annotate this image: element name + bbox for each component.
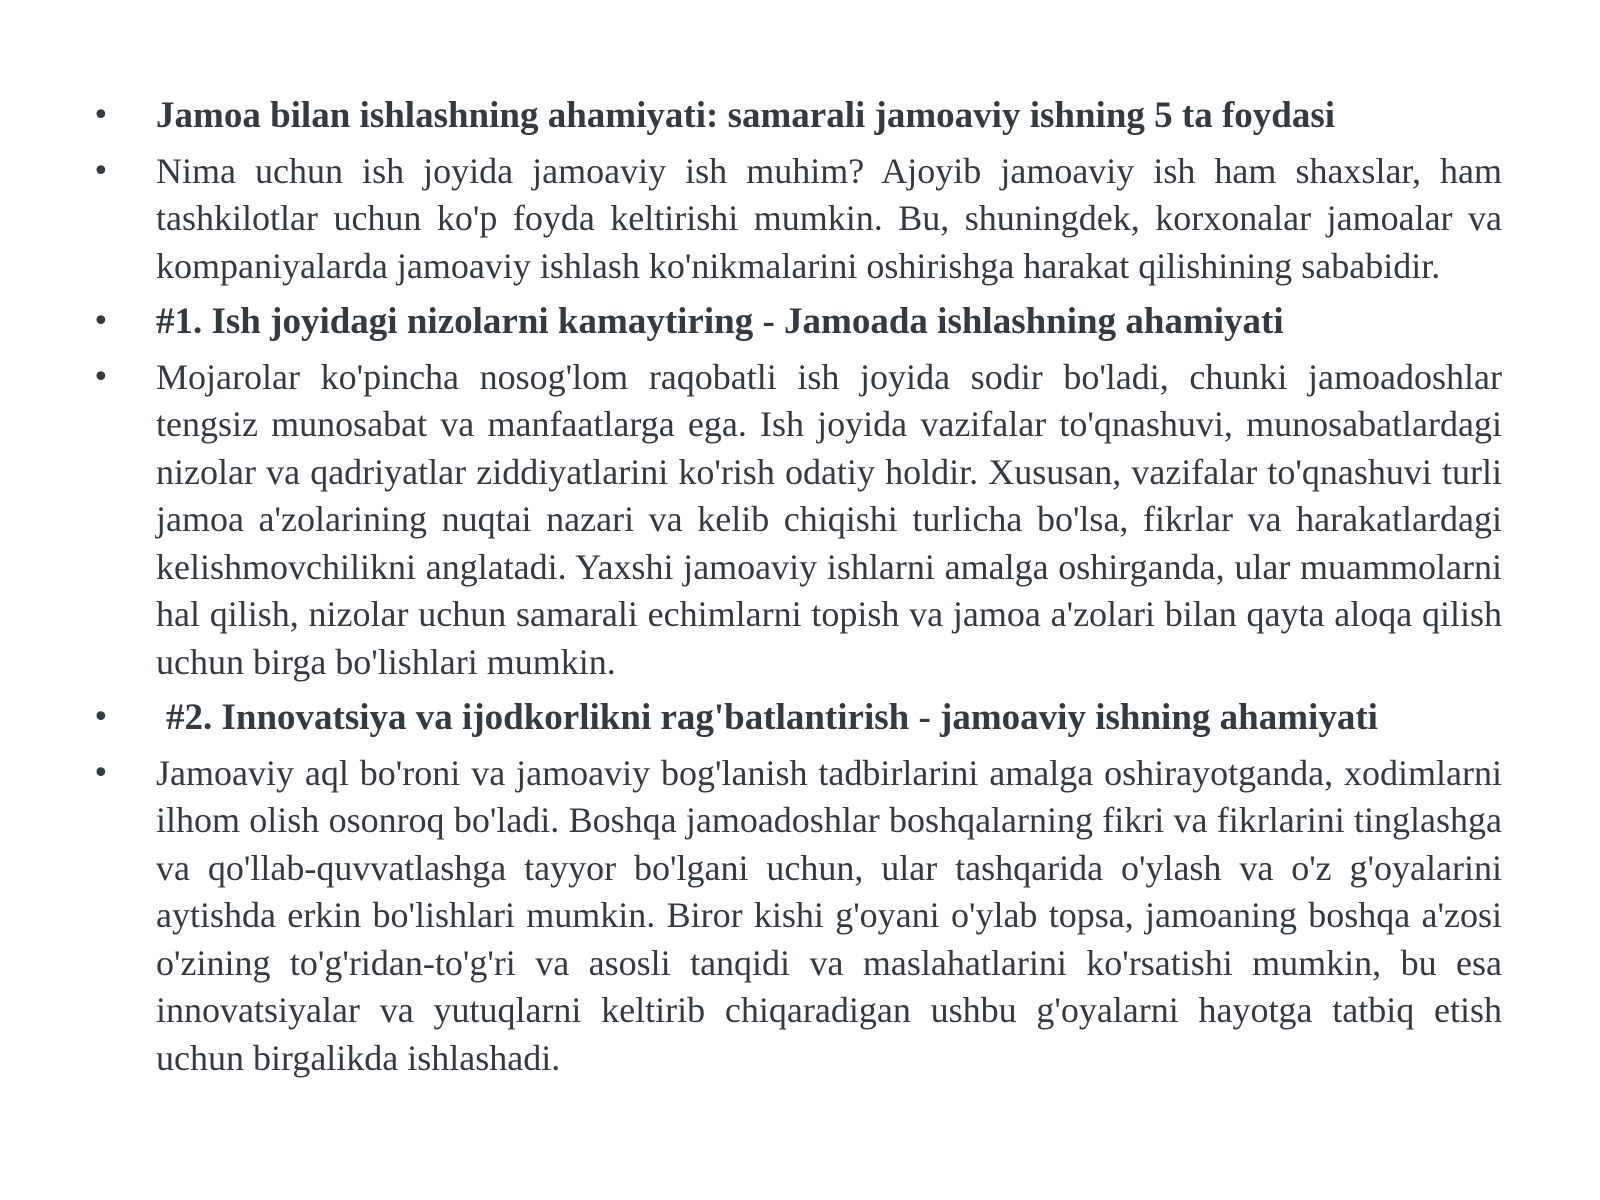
paragraph-text: Nima uchun ish joyida jamoaviy ish muhim? Ajoyib jamoaviy ish ham shaxslar, ham tashkilotlar uchun ko'p foyda keltirishi mumkin. Bu, shuningdek, korxonalar jamoalar va kompaniyalarda jamoaviy ishlash ko'nikmalarini oshirishga harakat qilishining sababidir. — [156, 150, 1502, 286]
heading-text: #2. Innovatsiya va ijodkorlikni rag'batlantirish - jamoaviy ishning ahamiyati — [166, 697, 1378, 738]
bullet-item-heading-3 — [92, 694, 1502, 742]
bullet-dot-icon: • — [92, 98, 110, 133]
bullet-item-heading-2 — [92, 298, 1502, 346]
bullet-item-paragraph-2 — [92, 354, 1502, 687]
paragraph-text: Mojarolar ko'pincha nosog'lom raqobatli ish joyida sodir bo'ladi, chunki jamoadoshlar tengsiz munosabat va manfaatlarga ega. Ish joyida vazifalar to'qnashuvi, munosabatlardagi nizolar va qadriyatlar ziddiyatlarini ko'rish odatiy holdir. Xususan, vazifalar to'qnashuvi turli jamoa a'zolarining nuqtai nazari va kelib chiqishi turlicha bo'lsa, fikrlar va harakatlardagi kelishmovchilikni anglatadi. Yaxshi jamoaviy ishlarni amalga oshirganda, ular muammolarni hal qilish, nizolar uchun samarali echimlarni topish va jamoa a'zolari bilan qayta aloqa qilish uchun birga bo'lishlari mumkin. — [156, 356, 1502, 682]
bullet-list — [92, 92, 1502, 1090]
bullet-item-paragraph-1 — [92, 148, 1502, 291]
bullet-dot-icon: • — [92, 304, 110, 339]
bullet-dot-icon: • — [92, 153, 110, 189]
heading-text: Jamoa bilan ishlashning ahamiyati: samarali jamoaviy ishning 5 ta foydasi — [156, 95, 1336, 136]
bullet-dot-icon: • — [92, 755, 110, 791]
bullet-dot-icon: • — [92, 700, 110, 735]
heading-text: #1. Ish joyidagi nizolarni kamaytiring - Jamoada ishlashning ahamiyati — [156, 301, 1284, 342]
bullet-dot-icon: • — [92, 359, 110, 395]
bullet-item-heading-1 — [92, 92, 1502, 140]
paragraph-text: Jamoaviy aql bo'roni va jamoaviy bog'lanish tadbirlarini amalga oshirayotganda, xodimlarni ilhom olish osonroq bo'ladi. Boshqa jamoadoshlar boshqalarning fikri va fikrlarini tinglashga va qo'llab-quvvatlashga tayyor bo'lgani uchun, ular tashqarida o'ylash va o'z g'oyalarini aytishda erkin bo'lishlari mumkin. Biror kishi g'oyani o'ylab topsa, jamoaning boshqa a'zosi o'zining to'g'ridan-to'g'ri va asosli tanqidi va maslahatlarini ko'rsatishi mumkin, bu esa innovatsiyalar va yutuqlarni keltirib chiqaradigan ushbu g'oyalarni hayotga tatbiq etish uchun birgalikda ishlashadi. — [156, 752, 1502, 1078]
bullet-item-paragraph-3 — [92, 750, 1502, 1083]
